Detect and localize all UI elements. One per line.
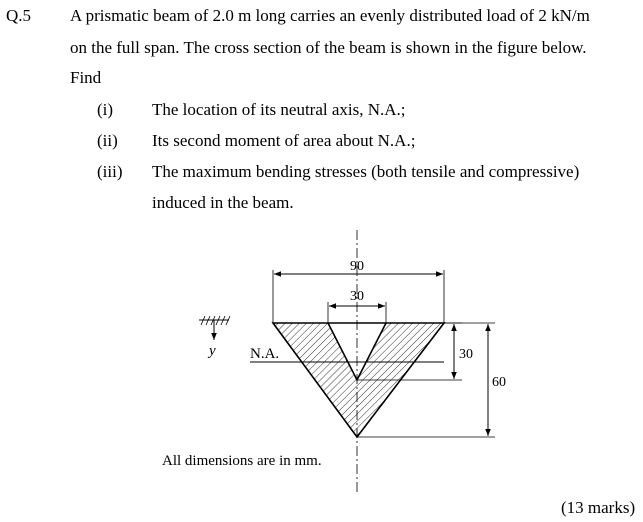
item-3-continuation: induced in the beam. bbox=[152, 193, 294, 212]
item-1-text: The location of its neutral axis, N.A.; bbox=[152, 100, 406, 119]
question-number: Q.5 bbox=[6, 6, 32, 25]
y-axis-label: y bbox=[209, 343, 216, 359]
dim-label-gap-30: 30 bbox=[350, 289, 364, 304]
neutral-axis-label: N.A. bbox=[250, 346, 280, 362]
item-2-label: (ii) bbox=[97, 131, 118, 150]
item-1-label: (i) bbox=[97, 100, 114, 119]
find-label: Find bbox=[70, 68, 102, 87]
question-line-1: A prismatic beam of 2.0 m long carries an evenly distributed load of 2 kN/m bbox=[70, 6, 590, 25]
units-note: All dimensions are in mm. bbox=[162, 453, 322, 469]
item-2-text: Its second moment of area about N.A.; bbox=[152, 131, 416, 150]
dim-label-height-30: 30 bbox=[459, 347, 473, 362]
item-3-label: (iii) bbox=[97, 162, 123, 181]
question-line-2: on the full span. The cross section of the beam is shown in the figure below. bbox=[70, 38, 587, 57]
dim-label-height-60: 60 bbox=[492, 375, 506, 390]
item-3-text: The maximum bending stresses (both tensile and compressive) bbox=[152, 162, 580, 181]
marks-label: (13 marks) bbox=[561, 498, 636, 517]
dim-label-90: 90 bbox=[350, 259, 364, 274]
